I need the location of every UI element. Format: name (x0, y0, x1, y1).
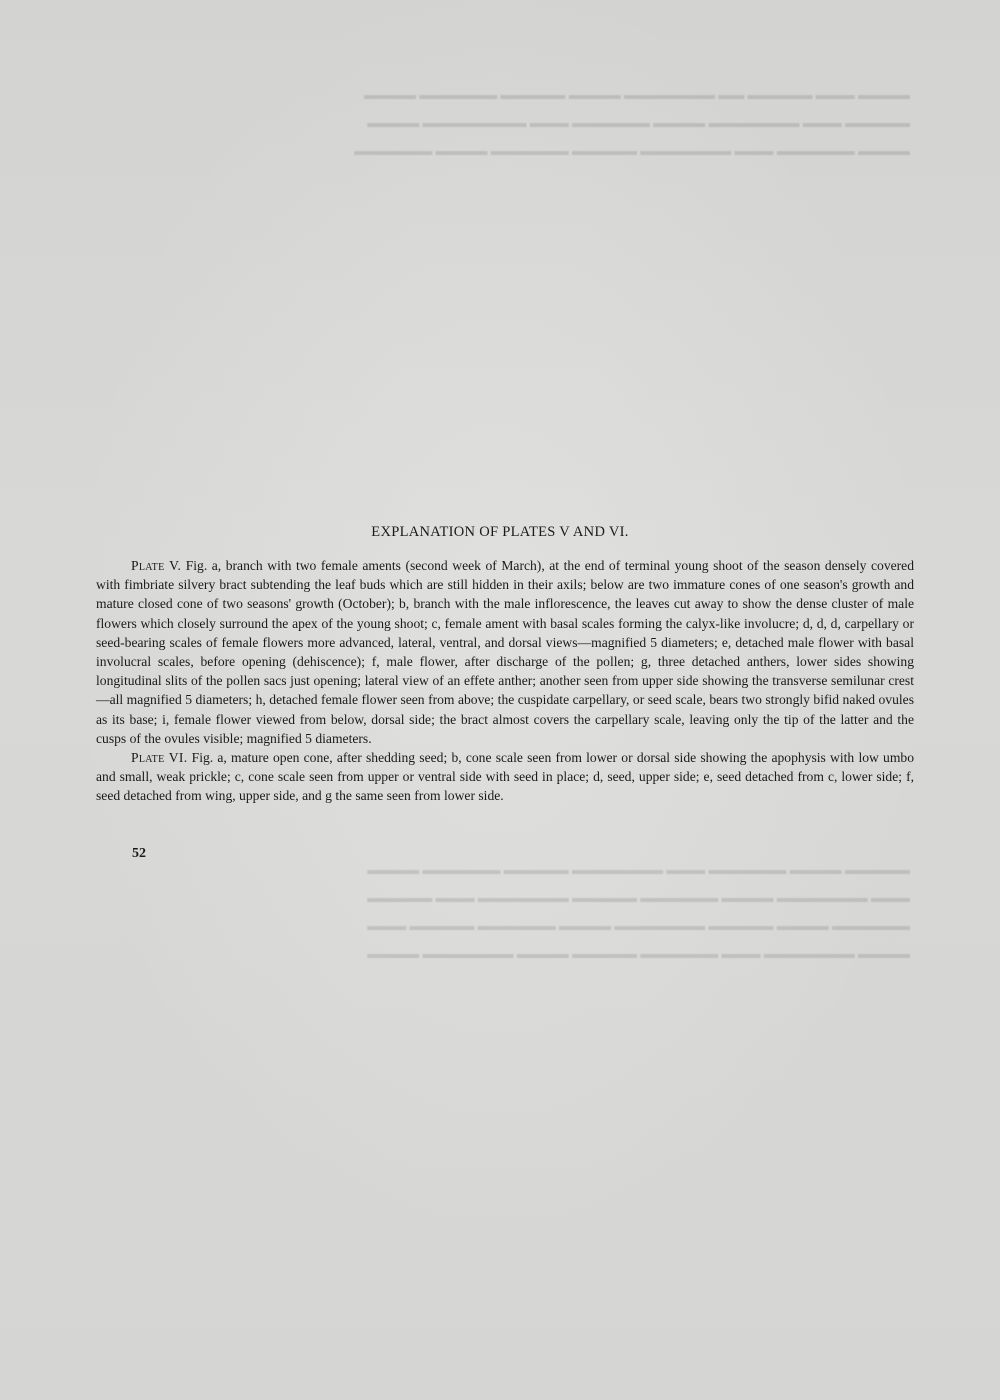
page-title: EXPLANATION OF PLATES V AND VI. (371, 524, 629, 540)
page-number: 52 (132, 846, 146, 861)
plate-vi-label: Plate VI. (131, 750, 188, 766)
bleed-through-texture: ▬▬▬▬▬ ▬▬▬▬ ▬▬▬▬▬▬ ▬▬▬ ▬▬▬▬▬▬▬ ▬▬▬▬▬ ▬▬▬▬▬▬ ▬▬▬▬ ▬▬▬ ▬▬▬▬▬▬▬ ▬▬▬▬ ▬▬▬▬▬▬ ▬▬▬▬▬ ▬▬▬▬▬▬▬ ▬▬▬ ▬▬▬▬▬ ▬▬▬▬▬▬ ▬▬▬▬ ▬▬▬▬▬ ▬▬▬▬▬▬▬ ▬▬▬▬ ▬▬▬▬▬▬ ▬▬▬▬▬ ▬▬▬ ▬▬▬▬ ▬▬▬▬▬▬▬ ▬▬▬ ▬▬▬▬▬▬ ▬▬▬▬▬ ▬▬▬▬ ▬▬▬▬▬▬▬ ▬▬▬▬ (367, 862, 910, 961)
plate-v-text: Fig. a, branch with two female aments (second week of March), at the end of terminal young shoot of the season densely covered with fimbriate silvery bract subtending the leaf buds which are still hidden in their axils; below are two immature cones of one season's growth and mature closed cone of two seasons' growth (October); b, branch with the male inflorescence, the leaves cut away to show the dense cluster of male flowers which closely surround the apex of the young shoot; c, female ament with basal scales forming the calyx-like involucre; d, d, d, carpellary or seed-bearing scales of female flowers more advanced, lateral, ventral, and dorsal views—magnified 5 diameters; e, detached male flower with basal involucral scales, before opening (dehiscence); f, male flower, after discharge of the pollen; g, three detached anthers, lower sides showing longitudinal slits of the pollen sacs just opening; lateral view of an effete anther; another seen from upper side showing the transverse semilunar crest—all magnified 5 diameters; h, detached female flower seen from above; the cuspidate carpellary, or seed scale, bears two strongly bifid naked ovules as its base; i, female flower viewed from below, dorsal side; the bract almost covers the carpellary scale, leaving only the tip of the latter and the cusps of the ovules visible; magnified 5 diameters. (96, 558, 915, 746)
plates-explanation-body (96, 556, 914, 806)
bleed-through-texture: ▬▬▬▬ ▬▬▬ ▬▬▬▬▬ ▬▬ ▬▬▬▬▬▬▬ ▬▬▬▬ ▬▬▬▬▬ ▬▬▬▬▬▬ ▬▬▬▬ ▬▬▬▬▬ ▬▬▬ ▬▬▬▬▬▬▬ ▬▬▬▬ ▬▬▬▬▬▬ ▬▬▬ ▬▬▬▬▬▬▬▬ ▬▬▬▬ ▬▬▬▬ ▬▬▬▬▬▬ ▬▬▬ ▬▬▬▬▬▬▬ ▬▬▬▬▬ ▬▬▬▬▬▬ ▬▬▬▬ ▬▬▬▬▬▬ (354, 87, 910, 158)
plate-vi-text: Fig. a, mature open cone, after shedding seed; b, cone scale seen from lower or dorsal side showing the apophysis with low umbo and small, weak prickle; c, cone scale seen from upper or ventral side with seed in place; d, seed, upper side; e, seed detached from c, lower side; f, seed detached from wing, upper side, and g the same seen from lower side. (96, 750, 915, 804)
paragraph-plate-vi (96, 748, 914, 806)
paragraph-plate-v (96, 556, 914, 748)
plate-v-label: Plate V. (131, 558, 182, 573)
